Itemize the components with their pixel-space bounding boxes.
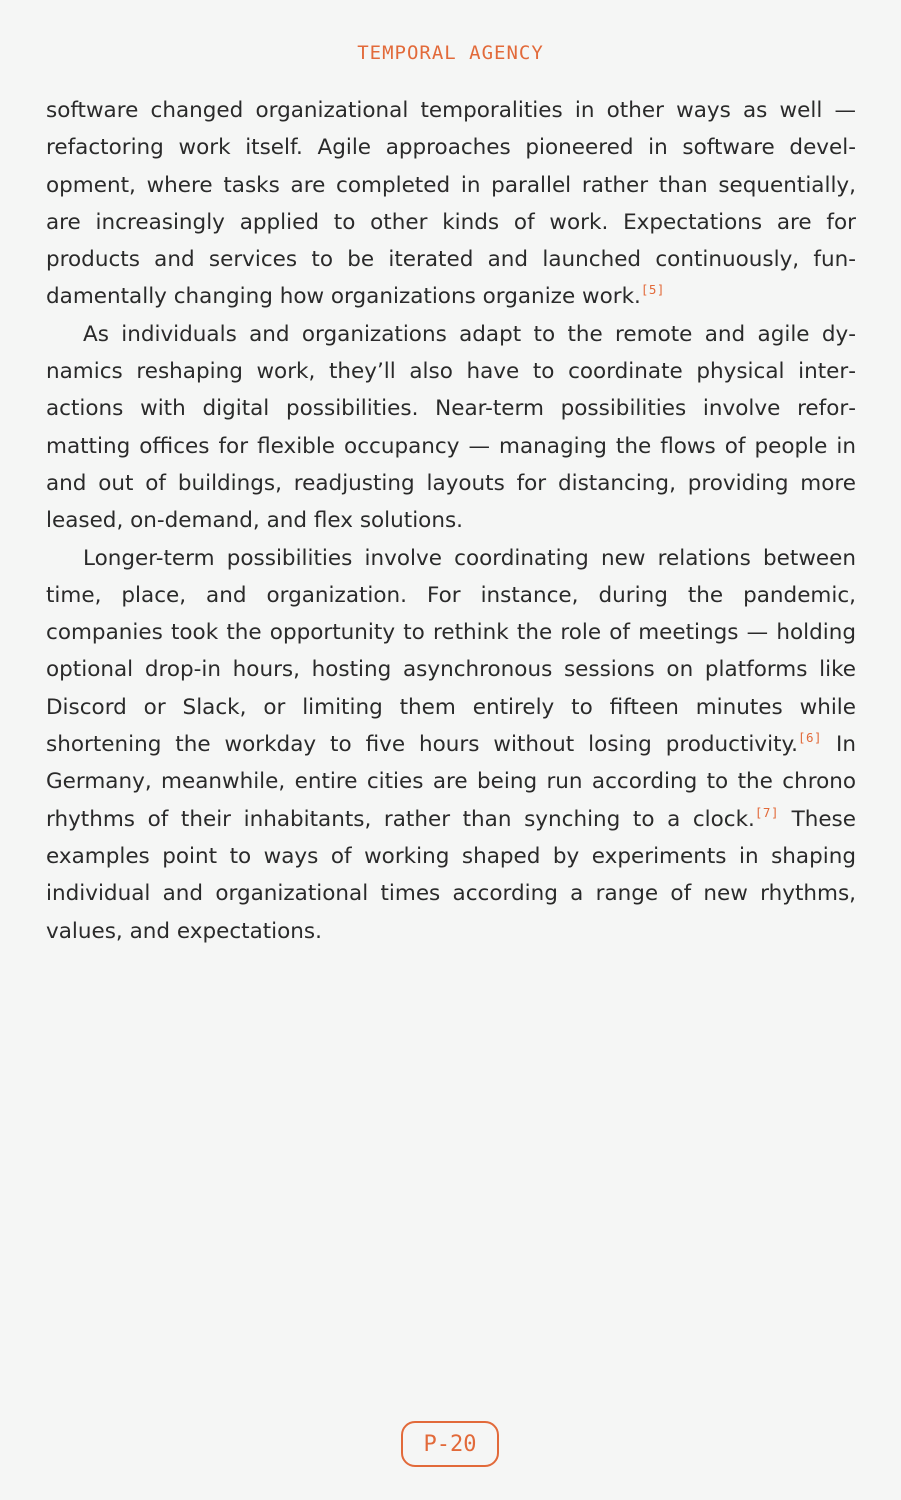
- paragraph-2: [46, 316, 856, 540]
- paragraph-1-text: software changed organizational temporalities in other ways as well — refactoring work itself. Agile approaches pioneered in software development, where tasks are completed in parallel rather than sequentially, are increasingly applied to other kinds of work. Expectations are for products and services to be iterated and launched continuously, fundamentally changing how organizations organize work.: [46, 98, 856, 310]
- footnote-ref-5[interactable]: [5]: [640, 282, 665, 298]
- running-header-title: TEMPORAL AGENCY: [357, 42, 544, 64]
- paragraph-3-text-b: In Germany, meanwhile, entire cities are being run according to the chrono rhythms of their inhabitants, rather than synching to a clock.: [46, 732, 856, 832]
- page-number-badge: P-20: [401, 1421, 499, 1467]
- paragraph-3: [46, 540, 856, 950]
- paragraph-3-text-a: Longer-term possibilities involve coordinating new relations between time, place, and organization. For instance, during the pandemic, companies took the opportunity to rethink the role of meetings — holding optional drop-in hours, hosting asynchronous sessions on platforms like Discord or Slack, or limiting them entirely to fifteen minutes while shortening the workday to five hours without losing productivity.: [46, 545, 856, 758]
- paragraph-2-text: As individuals and organizations adapt to the remote and agile dynamics reshaping work, they’ll also have to coordinate physical interactions with digital possibilities. Near-term possibilities involve reformatting offices for flexible occupancy — managing the flows of people in and out of buildings, readjusting layouts for distancing, providing more leased, on-demand, and flex solutions.: [46, 321, 856, 534]
- body-text: [46, 92, 856, 950]
- footnote-ref-7[interactable]: [7]: [754, 804, 779, 820]
- footnote-ref-6[interactable]: [6]: [798, 730, 823, 746]
- paragraph-3-text-c: These examples point to ways of working shaped by experiments in shaping individual and organizational times according a range of new rhythms, values, and expectations.: [46, 806, 856, 944]
- paragraph-1: [46, 92, 856, 316]
